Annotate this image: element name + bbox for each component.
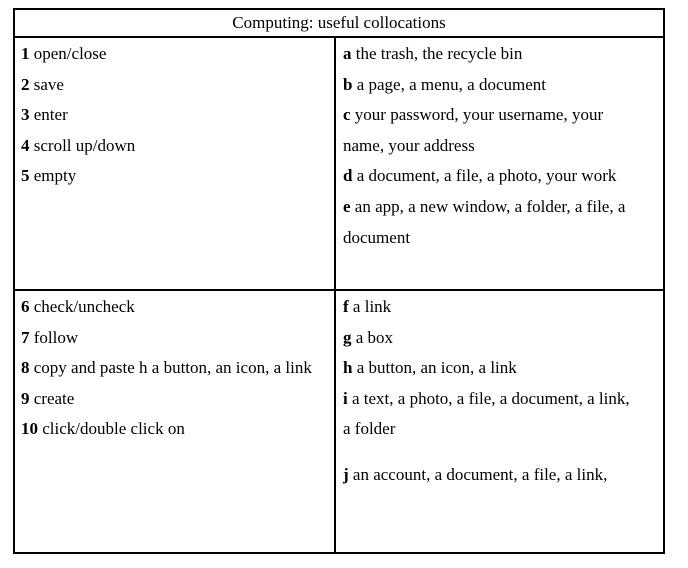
- table-title: Computing: useful collocations: [15, 10, 663, 38]
- item-label: e: [343, 196, 351, 216]
- verbs-cell-1-5: [15, 38, 336, 289]
- item-text: 7 follow: [21, 327, 79, 347]
- item-text-wrap: name, your address: [343, 135, 475, 155]
- collocation-item-10: [21, 414, 332, 445]
- item-label: d: [343, 166, 353, 186]
- collocation-item-7: [21, 323, 332, 354]
- item-label: c: [343, 105, 351, 125]
- item-label: 10: [21, 419, 38, 439]
- collocation-item-b: [343, 70, 661, 101]
- objects-cell-a-e: [336, 38, 663, 289]
- collocation-item-2: [21, 70, 332, 101]
- item-text: 9 create: [21, 388, 75, 408]
- item-label: a: [343, 44, 352, 63]
- item-text: j an account, a document, a file, a link,: [343, 464, 608, 484]
- item-label: h: [343, 358, 353, 378]
- collocation-item-6: [21, 292, 332, 323]
- item-text: d a document, a file, a photo, your work: [343, 166, 617, 186]
- collocation-item-i: [343, 384, 661, 445]
- table-row-collocations-1-5: [15, 38, 663, 291]
- item-label: i: [343, 388, 348, 408]
- collocation-item-9: [21, 384, 332, 415]
- item-text: 1 open/close: [21, 44, 107, 63]
- item-label: 6: [21, 297, 30, 316]
- item-text: 6 check/uncheck: [21, 297, 135, 316]
- item-text: 8 copy and paste h a button, an icon, a link: [21, 358, 312, 378]
- item-label: 3: [21, 105, 30, 125]
- item-text: c your password, your username, your: [343, 105, 604, 125]
- item-label: 7: [21, 327, 30, 347]
- item-label: b: [343, 74, 353, 94]
- item-label: 2: [21, 74, 30, 94]
- collocation-item-3: [21, 100, 332, 131]
- item-text: f a link: [343, 297, 392, 316]
- item-label: g: [343, 327, 352, 347]
- item-text: 5 empty: [21, 166, 77, 186]
- collocation-item-4: [21, 131, 332, 162]
- item-text: a the trash, the recycle bin: [343, 44, 523, 63]
- item-text: 3 enter: [21, 105, 68, 125]
- collocation-item-c: [343, 100, 661, 161]
- item-label: 1: [21, 44, 30, 63]
- collocation-item-f: [343, 292, 661, 323]
- item-text: g a box: [343, 327, 394, 347]
- item-label: 4: [21, 135, 30, 155]
- collocation-item-8: [21, 353, 332, 384]
- collocation-item-5: [21, 161, 332, 192]
- item-text: e an app, a new window, a folder, a file, a: [343, 196, 626, 216]
- item-label: f: [343, 297, 349, 316]
- item-label: 8: [21, 358, 30, 378]
- item-text-wrap: a folder: [343, 419, 396, 439]
- item-text: i a text, a photo, a file, a document, a link,: [343, 388, 630, 408]
- collocation-item-1: [21, 39, 332, 70]
- collocation-item-d: [343, 161, 661, 192]
- item-text-wrap: document: [343, 227, 411, 247]
- item-label: 5: [21, 166, 30, 186]
- item-text: 4 scroll up/down: [21, 135, 136, 155]
- collocations-table: [13, 8, 665, 554]
- collocation-item-a: [343, 39, 661, 70]
- item-text: h a button, an icon, a link: [343, 358, 517, 378]
- collocation-item-h: [343, 353, 661, 384]
- collocation-item-g: [343, 323, 661, 354]
- item-text: 2 save: [21, 74, 64, 94]
- item-text: b a page, a menu, a document: [343, 74, 547, 94]
- objects-cell-f-j: [336, 291, 663, 552]
- item-label: j: [343, 464, 349, 484]
- item-text: 10 click/double click on: [21, 419, 185, 439]
- item-label: 9: [21, 388, 30, 408]
- verbs-cell-6-10: [15, 291, 336, 552]
- collocation-item-e: [343, 192, 661, 253]
- collocation-item-j: [343, 460, 661, 491]
- table-row-collocations-6-10: [15, 291, 663, 552]
